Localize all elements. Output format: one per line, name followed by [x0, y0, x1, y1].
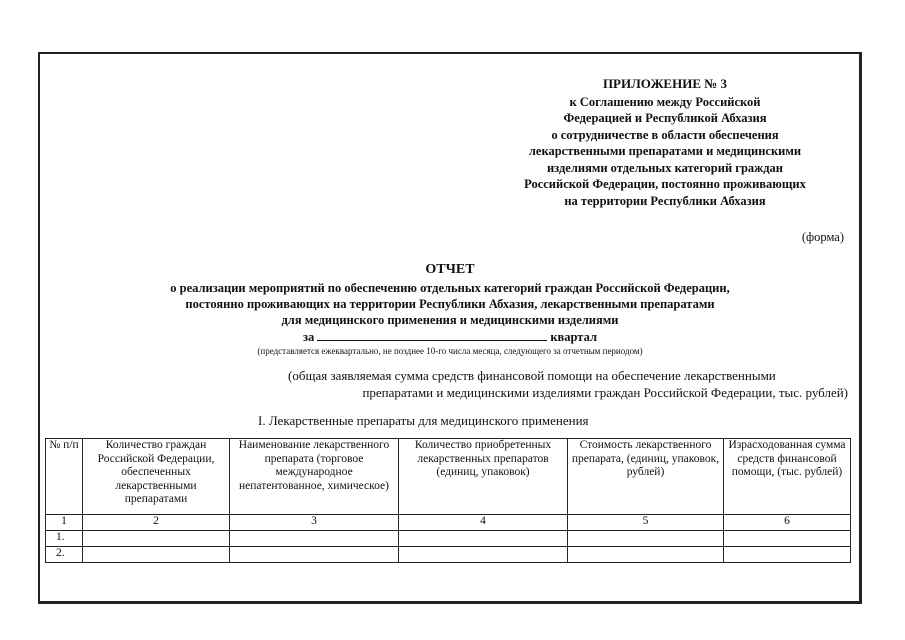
- report-subtitle-line: постоянно проживающих на территории Республики Абхазия, лекарственными препаратами: [185, 297, 715, 311]
- appendix-line: на территории Республики Абхазия: [564, 193, 766, 208]
- section-title: I. Лекарственные препараты для медицинского применения: [258, 413, 589, 428]
- table-cell[interactable]: [724, 531, 851, 547]
- form-label: (форма): [801, 230, 844, 244]
- appendix-line: о сотрудничестве в области обеспечения: [551, 127, 779, 142]
- appendix-line: изделиями отдельных категорий граждан: [546, 160, 784, 175]
- report-subtitle-line: для медицинского применения и медицинскими изделиями: [281, 313, 619, 327]
- column-number: 6: [724, 515, 851, 531]
- total-sum-line: (общая заявляемая сумма средств финансовой помощи на обеспечение лекарственными: [288, 368, 776, 383]
- column-number: 5: [568, 515, 724, 531]
- table-row: [46, 547, 851, 563]
- total-sum-line: препаратами и медицинскими изделиями граждан Российской Федерации, тыс. рублей): [362, 385, 848, 400]
- table-header-row: [46, 439, 851, 515]
- table-cell[interactable]: [230, 531, 399, 547]
- report-period: [100, 329, 800, 345]
- table-cell[interactable]: [83, 547, 230, 563]
- appendix-line: Российской Федерации, постоянно проживающих: [524, 177, 806, 191]
- appendix-block: [470, 76, 860, 209]
- medications-table: [45, 438, 851, 563]
- column-number-row: [46, 515, 851, 531]
- row-number: 1.: [46, 531, 83, 547]
- header-cell: № п/п: [46, 439, 83, 515]
- appendix-line: Федерацией и Республикой Абхазия: [563, 111, 767, 125]
- table-cell[interactable]: [568, 531, 724, 547]
- row-number: 2.: [46, 547, 83, 563]
- report-heading: [100, 262, 800, 357]
- table-cell[interactable]: [399, 547, 568, 563]
- table-cell[interactable]: [230, 547, 399, 563]
- column-number: 4: [399, 515, 568, 531]
- header-cell: Израсходованная сумма средств финансовой помощи, (тыс. рублей): [724, 439, 851, 515]
- column-number: 3: [230, 515, 399, 531]
- header-cell: Количество приобретенных лекарственных препаратов (единиц, упаковок): [399, 439, 568, 515]
- column-number: 2: [83, 515, 230, 531]
- report-title: ОТЧЕТ: [425, 262, 475, 277]
- appendix-line: лекарственными препаратами и медицинскими: [528, 144, 802, 158]
- table-row: [46, 531, 851, 547]
- report-subtitle-line: о реализации мероприятий по обеспечению отдельных категорий граждан Российской Федерации,: [170, 281, 730, 295]
- header-cell: Стоимость лекарственного препарата, (единиц, упаковок, рублей): [568, 439, 724, 515]
- period-suffix: квартал: [550, 330, 597, 344]
- table-cell[interactable]: [724, 547, 851, 563]
- appendix-line: к Соглашению между Российской: [569, 94, 761, 109]
- header-cell: Количество граждан Российской Федерации, обеспеченных лекарственными препаратами: [83, 439, 230, 515]
- table-cell[interactable]: [568, 547, 724, 563]
- table-cell[interactable]: [83, 531, 230, 547]
- report-note: (представляется ежеквартально, не позднее 10-го числа месяца, следующего за отчетным периодом): [257, 346, 643, 356]
- header-cell: Наименование лекарственного препарата (торговое международное непатентованное, химическое): [230, 439, 399, 515]
- appendix-title: ПРИЛОЖЕНИЕ № 3: [602, 76, 728, 91]
- table-cell[interactable]: [399, 531, 568, 547]
- total-sum-caption: [288, 367, 848, 401]
- period-prefix: за: [303, 330, 315, 344]
- column-number: 1: [46, 515, 83, 531]
- period-blank-field[interactable]: [317, 330, 547, 341]
